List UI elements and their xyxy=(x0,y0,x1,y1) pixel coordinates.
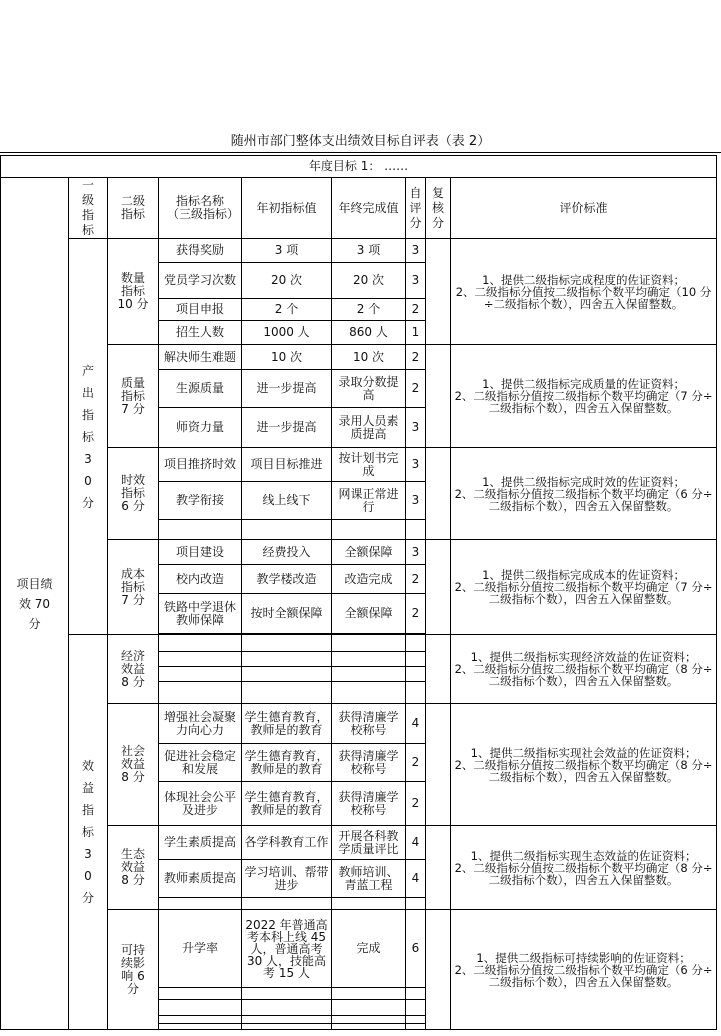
header-row xyxy=(1,178,717,239)
final-value: 2 个 xyxy=(332,299,406,321)
self-score: 2 xyxy=(406,565,426,594)
page-title: 随州市部门整体支出绩效目标自评表（表 2） xyxy=(230,134,491,149)
self-score: 4 xyxy=(406,860,426,898)
self-score: 3 xyxy=(406,263,426,299)
social-indicator-cell: 社会效益 8 分 xyxy=(108,704,159,826)
final-value: 10 次 xyxy=(332,345,406,370)
indicator-name: 项目申报 xyxy=(159,299,242,321)
output-indicator-cell: 产出指标 30 分 xyxy=(69,239,108,635)
review-score xyxy=(426,448,451,540)
criteria-text: 1、提供二级指标实现经济效益的佐证资料； 2、二级指标分值按二级指标个数平均确定（8 分÷二级指标个数），四舍五入保留整数。 xyxy=(451,635,717,704)
review-score xyxy=(426,345,451,448)
initial-value: 2022 年普通高考本科上线 45 人，普通高考 30 人，技能高考 15 人 xyxy=(242,910,332,988)
sustainable-indicator-cell: 可持续影响 6 分 xyxy=(108,910,159,1030)
review-score xyxy=(426,635,451,704)
initial-value: 教学楼改造 xyxy=(242,565,332,594)
table-row xyxy=(1,448,717,482)
indicator-name: 党员学习次数 xyxy=(159,263,242,299)
table-row xyxy=(1,345,717,370)
review-score xyxy=(426,826,451,910)
indicator-name: 校内改造 xyxy=(159,565,242,594)
ecological-indicator-cell: 生态效益 8 分 xyxy=(108,826,159,910)
indicator-name: 生源质量 xyxy=(159,370,242,408)
annual-goal-label: 年度目标 1： xyxy=(308,159,381,173)
criteria-text: 1、提供二级指标实现社会效益的佐证资料； 2、二级指标分值按二级指标个数平均确定（8 分÷二级指标个数），四舍五入保留整数。 xyxy=(451,704,717,826)
self-score: 2 xyxy=(406,744,426,782)
indicator-name: 教学衔接 xyxy=(159,482,242,520)
indicator-name: 升学率 xyxy=(159,910,242,988)
initial-value: 项目目标推进 xyxy=(242,448,332,482)
table-row xyxy=(1,826,717,860)
header-initial: 年初指标值 xyxy=(242,178,332,239)
annual-goal-row xyxy=(1,156,717,178)
indicator-name: 解决师生难题 xyxy=(159,345,242,370)
self-score: 3 xyxy=(406,448,426,482)
evaluation-table xyxy=(0,155,717,1030)
criteria-text: 1、提供二级指标完成程度的佐证资料； 2、二级指标分值按二级指标个数平均确定（10 分÷二级指标个数），四舍五入保留整数。 xyxy=(451,239,717,345)
final-value: 20 次 xyxy=(332,263,406,299)
table-row xyxy=(1,540,717,565)
self-score: 3 xyxy=(406,482,426,520)
review-score xyxy=(426,704,451,826)
initial-value: 经费投入 xyxy=(242,540,332,565)
self-score: 6 xyxy=(406,910,426,988)
indicator-name: 项目建设 xyxy=(159,540,242,565)
timeliness-indicator-cell: 时效指标 6 分 xyxy=(108,448,159,540)
initial-value: 10 次 xyxy=(242,345,332,370)
table-row xyxy=(1,704,717,744)
final-value: 录取分数提高 xyxy=(332,370,406,408)
final-value: 3 项 xyxy=(332,239,406,263)
final-value: 全额保障 xyxy=(332,594,406,634)
initial-value: 按时全额保障 xyxy=(242,594,332,634)
initial-value: 20 次 xyxy=(242,263,332,299)
self-score: 2 xyxy=(406,299,426,321)
initial-value: 1000 人 xyxy=(242,321,332,345)
top-rule xyxy=(0,152,721,153)
header-criteria: 评价标准 xyxy=(451,178,717,239)
initial-value: 2 个 xyxy=(242,299,332,321)
indicator-name: 项目推挤时效 xyxy=(159,448,242,482)
criteria-text: 1、提供二级指标完成成本的佐证资料； 2、二级指标分值按二级指标个数平均确定（7 分÷二级指标个数），四舍五入保留整数。 xyxy=(451,540,717,635)
self-score: 4 xyxy=(406,826,426,860)
final-value: 完成 xyxy=(332,910,406,988)
initial-value: 学生德育教育，教师是的教育 xyxy=(242,744,332,782)
cost-indicator-cell: 成本指标 7 分 xyxy=(108,540,159,635)
final-value: 按计划书完成 xyxy=(332,448,406,482)
header-self-score: 自评分 xyxy=(406,178,426,239)
final-value: 860 人 xyxy=(332,321,406,345)
indicator-name: 招生人数 xyxy=(159,321,242,345)
final-value: 改造完成 xyxy=(332,565,406,594)
indicator-name: 促进社会稳定和发展 xyxy=(159,744,242,782)
header-level1: 一级指标 xyxy=(69,178,108,239)
criteria-text: 1、提供二级指标实现生态效益的佐证资料； 2、二级指标分值按二级指标个数平均确定（8 分÷二级指标个数），四舍五入保留整数。 xyxy=(451,826,717,910)
project-performance-label: 项目绩效 70 分 xyxy=(16,576,53,631)
final-value: 获得清廉学校称号 xyxy=(332,782,406,826)
self-score: 2 xyxy=(406,594,426,634)
initial-value: 进一步提高 xyxy=(242,408,332,448)
self-score: 3 xyxy=(406,408,426,448)
project-performance-cell xyxy=(1,178,69,1030)
initial-value: 3 项 xyxy=(242,239,332,263)
indicator-name: 铁路中学退休教师保障 xyxy=(159,594,242,634)
indicator-name: 教师素质提高 xyxy=(159,860,242,898)
final-value: 获得清廉学校称号 xyxy=(332,704,406,744)
annual-goal-cell xyxy=(1,156,717,178)
initial-value: 线上线下 xyxy=(242,482,332,520)
initial-value: 学生德育教育，教师是的教育 xyxy=(242,782,332,826)
initial-value: 进一步提高 xyxy=(242,370,332,408)
table-row xyxy=(1,239,717,263)
final-value: 录用人员素质提高 xyxy=(332,408,406,448)
initial-value: 各学科教育工作 xyxy=(242,826,332,860)
final-value: 获得清廉学校称号 xyxy=(332,744,406,782)
header-final: 年终完成值 xyxy=(332,178,406,239)
self-score: 3 xyxy=(406,540,426,565)
self-score: 4 xyxy=(406,704,426,744)
table-row xyxy=(1,635,717,652)
annual-goal-value: …… xyxy=(384,159,409,173)
initial-value: 学生德育教育，教师是的教育 xyxy=(242,704,332,744)
final-value: 全额保障 xyxy=(332,540,406,565)
review-score xyxy=(426,540,451,635)
final-value: 网课正常进行 xyxy=(332,482,406,520)
self-score: 2 xyxy=(406,370,426,408)
initial-value: 学习培训、帮带进步 xyxy=(242,860,332,898)
table-row xyxy=(1,910,717,988)
indicator-name: 学生素质提高 xyxy=(159,826,242,860)
self-score: 1 xyxy=(406,321,426,345)
benefit-indicator-cell: 效益指标 30 分 xyxy=(69,635,108,1030)
criteria-text: 1、提供二级指标完成时效的佐证资料； 2、二级指标分值按二级指标个数平均确定（6 分÷二级指标个数），四舍五入保留整数。 xyxy=(451,448,717,540)
review-score xyxy=(426,910,451,1030)
quality-indicator-cell: 质量指标 7 分 xyxy=(108,345,159,448)
header-level2: 二级指标 xyxy=(108,178,159,239)
self-score: 3 xyxy=(406,239,426,263)
self-score: 2 xyxy=(406,782,426,826)
indicator-name: 获得奖励 xyxy=(159,239,242,263)
indicator-name: 师资力量 xyxy=(159,408,242,448)
self-score: 2 xyxy=(406,345,426,370)
criteria-text: 1、提供二级指标完成质量的佐证资料； 2、二级指标分值按二级指标个数平均确定（7 分÷二级指标个数），四舍五入保留整数。 xyxy=(451,345,717,448)
quantity-indicator-cell: 数量指标 10 分 xyxy=(108,239,159,345)
header-name: 指标名称（三级指标） xyxy=(159,178,242,239)
review-score xyxy=(426,239,451,345)
criteria-text: 1、提供二级指标可持续影响的佐证资料； 2、二级指标分值按二级指标个数平均确定（6 分÷二级指标个数），四舍五入保留整数。 xyxy=(451,910,717,1030)
indicator-name: 增强社会凝聚力向心力 xyxy=(159,704,242,744)
final-value: 教师培训、青蓝工程 xyxy=(332,860,406,898)
final-value: 开展各科教学质量评比 xyxy=(332,826,406,860)
header-review-score: 复核分 xyxy=(426,178,451,239)
indicator-name: 体现社会公平及进步 xyxy=(159,782,242,826)
economic-indicator-cell: 经济效益 8 分 xyxy=(108,635,159,704)
